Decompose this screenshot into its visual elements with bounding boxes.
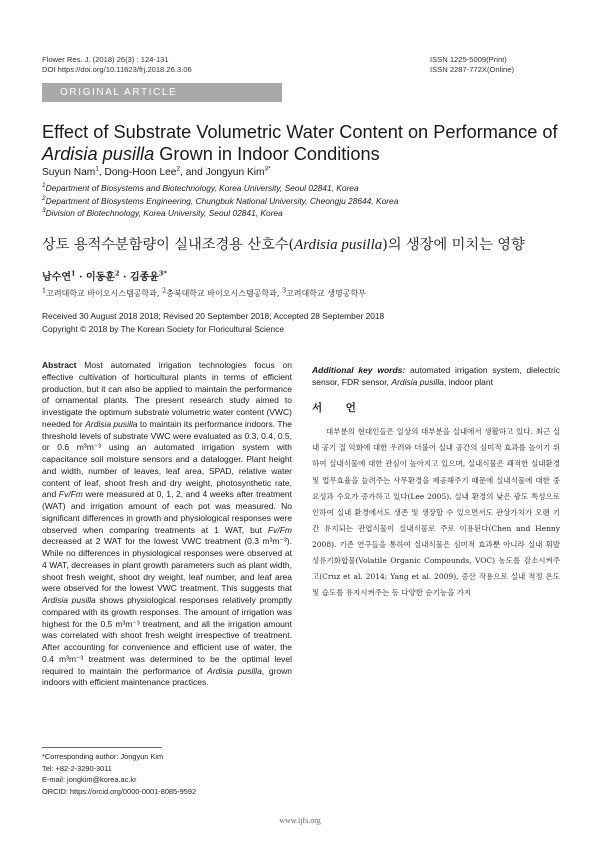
ko-author-mark: 1: [70, 269, 76, 278]
ko-affil-mark: 1: [42, 286, 47, 295]
affil-text: Division of Biotechnology, Korea University, Seoul 02841, Korea: [45, 208, 283, 218]
ko-author-sep: ·: [119, 272, 130, 283]
ko-affil-text: 고려대학교 생명공학부: [286, 289, 366, 298]
korean-title: [42, 236, 562, 254]
abstract-text: decreased at 2 WAT for the lowest VWC treatment (0.3 m³m⁻³). While no differences in physiological responses were observed at 4 WAT, decreases in plant growth parameters such as plant width, shoot fresh weight, shoot dry weight, leaf number, and leaf area were observed for the lowest VWC treatment. This suggests that: [42, 536, 292, 594]
affil-mark: 1: [42, 182, 46, 190]
orcid-link[interactable]: ORCID: https://orcid.org/0000-0001-8085-9592: [42, 786, 197, 796]
affil-mark: 2: [42, 194, 46, 202]
species-name: Ardisia pusilla: [42, 595, 96, 605]
ko-author-name: 이동훈: [85, 272, 115, 283]
keywords-text: automated irrigation system, dielectric sensor, FDR sensor,: [312, 365, 560, 387]
ko-author-mark: 2: [114, 269, 120, 278]
title-line-1: Effect of Substrate Volumetric Water Content on Performance of: [42, 122, 558, 142]
affiliation-list: [42, 182, 398, 220]
author-separator: ,: [98, 167, 105, 178]
phone-number: Tel: +82-2-3290-3011: [42, 763, 112, 773]
abstract-label: Abstract: [42, 360, 77, 370]
paper-title: [42, 122, 562, 165]
abstract-text: were measured at 0, 1, 2, and 4 weeks after treatment (WAT) and irrigation amount of each pot was measured. No significant differences in growth and physiological responses were observed when comparing treatments at 1 WAT, but: [42, 489, 292, 535]
issn-online: ISSN 2287-772X(Online): [430, 65, 514, 74]
affiliation-item: [42, 195, 398, 208]
doi-line[interactable]: DOI https://doi.org/10.11623/frj.2018.26.3.06: [42, 65, 192, 74]
abstract-paragraph: [42, 360, 292, 689]
ko-affil-mark: 3: [281, 286, 287, 295]
journal-website[interactable]: www.ijfs.org: [279, 816, 321, 825]
keywords-text: , indoor plant: [443, 376, 493, 387]
author-name: Jongyun Kim: [205, 167, 265, 178]
affil-text: Department of Biosystems Engineering, Chungbuk National University, Cheongju 28644, Korea: [45, 195, 399, 206]
journal-line: Flower Res. J. (2018) 26(3) : 124-131: [42, 55, 169, 64]
issn-block: [430, 55, 514, 75]
footnote-divider: [42, 747, 162, 748]
copyright-line: Copyright © 2018 by The Korean Society for Floricultural Science: [42, 323, 285, 334]
author-list: [42, 167, 271, 178]
title-line-2: Grown in Indoor Conditions: [154, 143, 380, 164]
abstract-text: , grown indoors with efficient maintenance practices.: [42, 665, 292, 688]
author-affil-mark: 3*: [264, 165, 271, 173]
species-name: Ardisia pusilla: [207, 665, 262, 676]
abstract-text: Most automated irrigation technologies focus on effective cultivation of horticultural plants in terms of efficient production, but it can also be applied to maintain the performance of ornamental plants. The present research study aimed to investigate the optimum substrate volumetric water content (VWC) needed for: [42, 360, 292, 429]
author-name: Suyun Nam: [42, 167, 96, 178]
ko-author-sep: ·: [75, 272, 86, 283]
ko-affil-mark: 2: [161, 286, 167, 295]
fvfm-term: Fv/Fm: [58, 489, 83, 500]
author-separator: , and: [180, 167, 206, 178]
issn-print: ISSN 1225-5009(Print): [430, 55, 507, 64]
corresponding-author: *Corresponding author: Jongyun Kim: [42, 752, 164, 761]
ko-author-mark: 3*: [158, 269, 167, 278]
introduction-paragraph: 대부분의 현대인들은 일상의 대부분을 실내에서 생활하고 있다. 최근 실내 공기 질 악화에 대한 우려와 더불어 실내 공간의 심미적 효과를 높이기 위하여 실내식물에 대한 관심이 높아지고 있으며, 실내식물은 쾌적한 실내환경 및 업무효율을 늘려주는 사무환경을 제공해주기 때문에 실내식물에 대한 중요성과 수요가 증가하고 있다(Lee 2005). 실내 환경의 낮은 광도 특성으로 인하여 실내 환경에서도 생존 및 생장할 수 있으면서도 관상가치가 오랜 기간 유지되는 관엽식물이 실내식물로 주로 이용된다(Chen and Henny 2008). 기존 연구들을 통하여 실내식물은 심미적 효과뿐 아니라 실내 휘발성유기화합물(Volatile Organic Compounds, VOC) 농도를 감소시켜주고(Cruz et al. 2014; Yang et al. 2009), 증산 작용으로 실내 적정 온도 및 습도를 유지시켜주는 등 다양한 순기능을 가지: [312, 427, 560, 598]
keywords-species: Ardisia pusilla: [391, 376, 444, 387]
ko-author-name: 남수연: [42, 272, 71, 283]
affiliation-item: [42, 182, 398, 195]
ko-title-after: )의 생장에 미치는 영향: [382, 237, 525, 253]
author-name: Dong-Hoon Lee: [104, 167, 177, 178]
journal-citation: [42, 55, 192, 75]
ko-author-name: 김종윤: [129, 272, 159, 283]
title-species: Ardisia pusilla: [42, 143, 155, 164]
korean-author-list: [42, 268, 167, 283]
publication-dates: [42, 310, 384, 335]
author-affil-mark: 1: [95, 165, 99, 173]
affiliation-item: [42, 207, 398, 220]
species-name: Ardisia pusilla: [85, 418, 138, 429]
article-type-badge: ORIGINAL ARTICLE: [42, 83, 282, 102]
right-column: [312, 360, 560, 601]
abstract-column: [42, 360, 292, 700]
affil-mark: 3: [42, 207, 46, 215]
author-affil-mark: 2: [176, 165, 181, 173]
affil-text: Department of Biosystems and Biotechnology, Korea University, Seoul 02841, Korea: [45, 183, 359, 193]
keywords: [312, 365, 560, 389]
ko-affil-text: 충북대학교 바이오시스템공학과,: [166, 289, 282, 298]
fvfm-term: Fv/Fm: [267, 524, 292, 535]
corresponding-author-footnote: [42, 751, 196, 797]
email-address[interactable]: E-mail: jongkim@korea.ac.kr: [42, 775, 137, 784]
korean-affiliations: [42, 288, 366, 299]
received-dates: Received 30 August 2018 2018; Revised 20 September 2018; Accepted 28 September 2018: [42, 311, 385, 321]
ko-title-before: 상토 용적수분함량이 실내조경용 산호수(: [42, 237, 295, 253]
ko-affil-text: 고려대학교 바이오시스템공학과,: [46, 289, 162, 298]
section-heading-introduction: 서 언: [312, 401, 366, 414]
abstract-text: to maintain its performance indoors. The threshold levels of substrate VWC were evaluated as 0.3, 0.4, 0.5, or 0.6 m³m⁻³ using an automated irrigation system with capacitance soil moisture sensors and a datalogger. Plant height and width, number of leaves, leaf area, SPAD, relative water content of leaf, shoot fresh and dry weight, photosynthetic rate, and: [42, 418, 292, 500]
abstract-text: shows physiological responses relatively promptly compared with its growth responses. The amount of irrigation was highest for the 0.5 m³m⁻³ treatment, and all the irrigation amount was correlated with shoot fresh weight irrespective of treatment. After accounting for convenience and efficient use of water, the 0.4 m³m⁻³ treatment was determined to be the optimal level required to maintain the performance of: [42, 595, 292, 676]
ko-title-species: Ardisia pusilla: [294, 237, 383, 253]
keywords-label: Additional key words:: [312, 365, 406, 375]
